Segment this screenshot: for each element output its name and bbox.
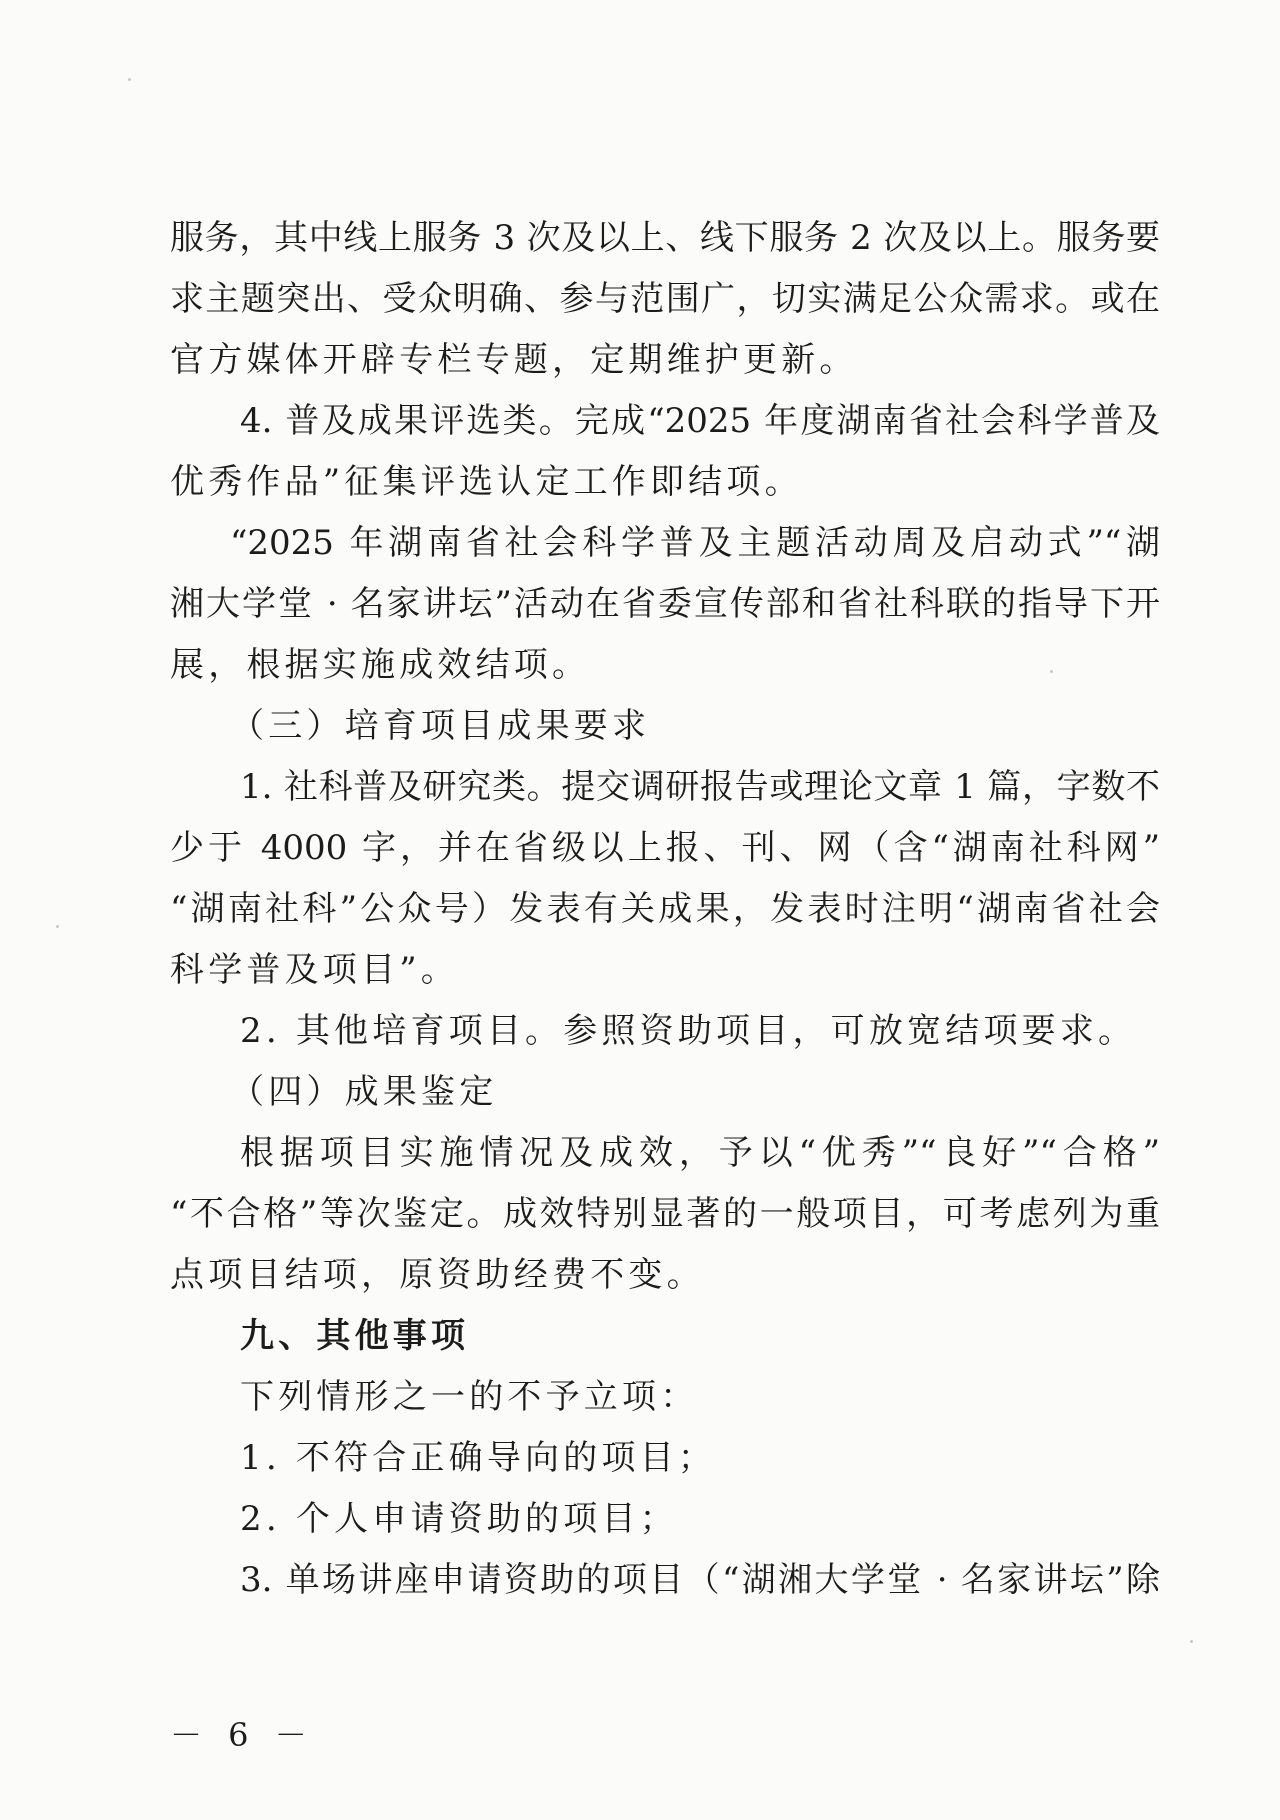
paragraph-line: 1. 社科普及研究类。提交调研报告或理论文章 1 篇，字数不 (240, 767, 1160, 807)
document-body (170, 208, 1160, 1611)
paragraph-line: 下列情形之一的不予立项： (240, 1377, 699, 1417)
paragraph-line: 2. 其他培育项目。参照资助项目，可放宽结项要求。 (240, 1011, 1137, 1051)
scan-speck (56, 925, 59, 928)
scan-speck (1190, 1640, 1193, 1643)
list-item: 1. 不符合正确导向的项目； (240, 1438, 717, 1478)
list-item: 2. 个人申请资助的项目； (240, 1499, 678, 1539)
paragraph-line: 4. 普及成果评选类。完成“2025 年度湖南省社会科学普及 (240, 401, 1160, 441)
scan-speck (128, 78, 131, 81)
paragraph-line: 科学普及项目”。 (170, 950, 459, 990)
chapter-heading: 九、其他事项 (240, 1316, 470, 1356)
paragraph-line: 优秀作品”征集评选认定工作即结项。 (170, 462, 803, 502)
list-item: 3. 单场讲座申请资助的项目（“湖湘大学堂 · 名家讲坛”除 (240, 1560, 1160, 1600)
paragraph-line: 湘大学堂 · 名家讲坛”活动在省委宣传部和省社科联的指导下开 (170, 584, 1160, 624)
page-number: － 6 － (170, 1716, 315, 1754)
paragraph-line: 官方媒体开辟专栏专题，定期维护更新。 (170, 340, 858, 380)
paragraph-line: 服务，其中线上服务 3 次及以上、线下服务 2 次及以上。服务要 (170, 218, 1160, 258)
paragraph-line: 少于 4000 字，并在省级以上报、刊、网（含“湖南社科网” (170, 828, 1160, 868)
paragraph-line: 求主题突出、受众明确、参与范围广，切实满足公众需求。或在 (170, 279, 1160, 319)
paragraph-line: “不合格”等次鉴定。成效特别显著的一般项目，可考虑列为重 (170, 1194, 1160, 1234)
section-heading: （四）成果鉴定 (230, 1072, 498, 1112)
paragraph-line: 展，根据实施成效结项。 (170, 645, 591, 685)
paragraph-line: 点项目结项，原资助经费不变。 (170, 1255, 705, 1295)
section-heading: （三）培育项目成果要求 (230, 706, 651, 746)
paragraph-line: “2025 年湖南省社会科学普及主题活动周及启动式”“湖 (230, 523, 1160, 563)
paragraph-line: 根据项目实施情况及成效，予以“优秀”“良好”“合格” (240, 1133, 1160, 1173)
paragraph-line: “湖南社科”公众号）发表有关成果，发表时注明“湖南省社会 (170, 889, 1160, 929)
